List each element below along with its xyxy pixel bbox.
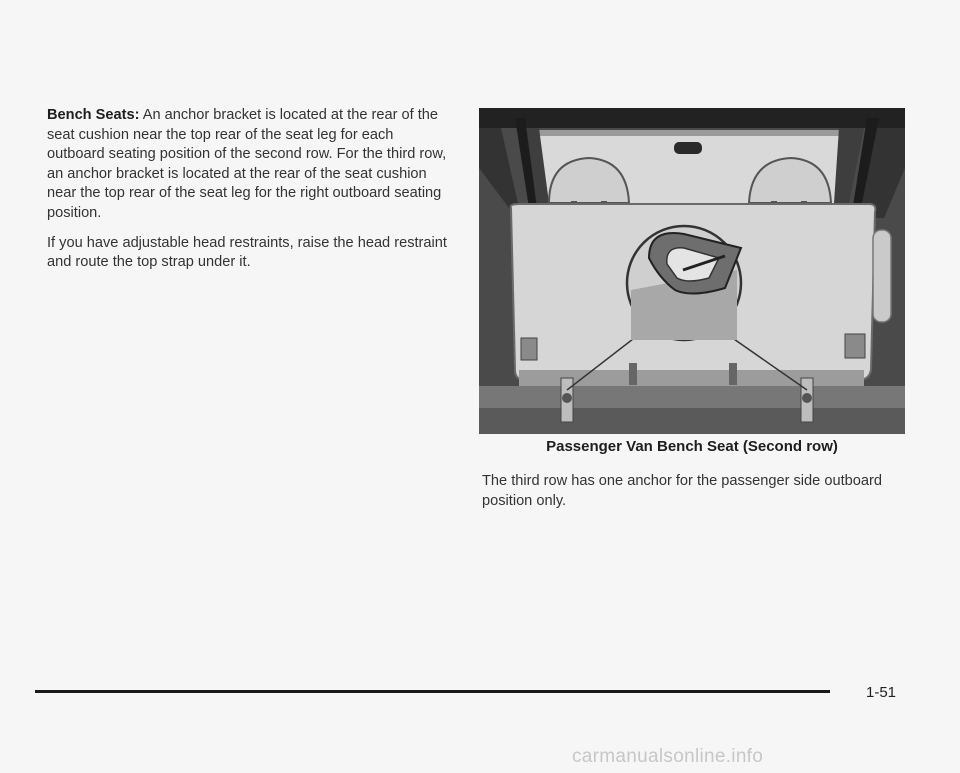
left-text-column (47, 106, 447, 283)
bench-seat-drawing (479, 108, 905, 434)
footer-rule (35, 690, 830, 693)
third-row-paragraph: The third row has one anchor for the passenger side outboard position only. (482, 473, 882, 509)
site-watermark: carmanualsonline.info (572, 746, 764, 767)
bench-seats-text: An anchor bracket is located at the rear of the seat cushion near the top rear of the seat leg for each outboard seating position of the second row. For the third row, an anchor bracket is located at the rear of the seat cushion near the top rear of the seat leg for the right outboard seating position. (47, 107, 447, 221)
bench-seat-illustration (479, 108, 905, 434)
head-restraint-paragraph: If you have adjustable head restraints, raise the head restraint and route the top strap under it. (47, 234, 447, 271)
figure-caption: Passenger Van Bench Seat (Second row) (546, 438, 838, 455)
page-number: 1-51 (866, 684, 897, 701)
bench-seats-paragraph (47, 106, 447, 224)
bench-seats-heading: Bench Seats: (47, 107, 140, 123)
